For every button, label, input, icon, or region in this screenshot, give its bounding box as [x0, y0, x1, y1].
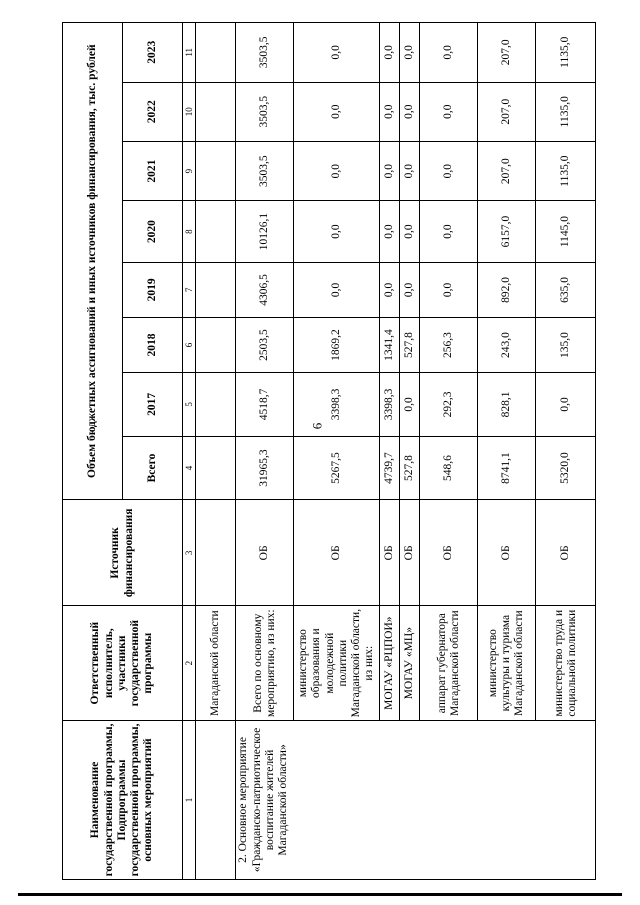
page-number: 6 [309, 422, 325, 430]
row-value-2023 [196, 23, 236, 83]
row-value-2017: 3398,3 [294, 373, 380, 437]
row-value-2022: 1135,0 [536, 82, 596, 141]
table-row [236, 23, 294, 880]
column-numbers-row [183, 23, 196, 880]
row-source: ОБ [536, 500, 596, 606]
row-value-2023: 207,0 [478, 23, 536, 83]
row-value-2017: 292,3 [420, 373, 478, 437]
row-source [196, 500, 236, 606]
row-value-2022: 3503,5 [236, 82, 294, 141]
row-responsible: Всего по основному мероприятию, из них: [236, 606, 294, 721]
row-responsible: министерство культуры и туризма Магаданской области [478, 606, 536, 721]
row-value-2023: 0,0 [400, 23, 420, 83]
row-value-2023: 0,0 [294, 23, 380, 83]
row-value-2019: 892,0 [478, 262, 536, 317]
row-name [196, 720, 236, 879]
header-row-top [63, 23, 123, 880]
header-year-2020: 2020 [123, 201, 183, 263]
row-total: 548,6 [420, 436, 478, 500]
row-value-2023: 0,0 [380, 23, 400, 83]
row-value-2020: 0,0 [420, 201, 478, 263]
row-value-2022 [196, 82, 236, 141]
column-number: 4 [183, 436, 196, 500]
row-value-2023: 3503,5 [236, 23, 294, 83]
row-value-2021: 0,0 [400, 141, 420, 200]
rotated-table-container [62, 20, 582, 880]
row-value-2023: 1135,0 [536, 23, 596, 83]
row-total: 5320,0 [536, 436, 596, 500]
row-value-2023: 0,0 [420, 23, 478, 83]
row-value-2020: 6157,0 [478, 201, 536, 263]
header-total: Всего [123, 436, 183, 500]
header-source: Источник финансирования [63, 500, 183, 606]
row-value-2017: 3398,3 [380, 373, 400, 437]
row-value-2020: 10126,1 [236, 201, 294, 263]
row-responsible: министерство образования и молодежной политики Магаданской области, из них: [294, 606, 380, 721]
row-value-2017: 828,1 [478, 373, 536, 437]
row-source: ОБ [400, 500, 420, 606]
row-source: ОБ [294, 500, 380, 606]
row-value-2018: 243,0 [478, 317, 536, 372]
column-number: 6 [183, 317, 196, 372]
row-source: ОБ [380, 500, 400, 606]
header-year-2019: 2019 [123, 262, 183, 317]
row-value-2017 [196, 373, 236, 437]
row-responsible: аппарат губернатора Магаданской области [420, 606, 478, 721]
header-year-2023: 2023 [123, 23, 183, 83]
row-value-2020: 1145,0 [536, 201, 596, 263]
row-value-2020: 0,0 [400, 201, 420, 263]
header-responsible: Ответственный исполнитель, участники государственной программы [63, 606, 183, 721]
header-year-2018: 2018 [123, 317, 183, 372]
row-value-2018: 135,0 [536, 317, 596, 372]
row-source: ОБ [420, 500, 478, 606]
row-responsible: Магаданской области [196, 606, 236, 721]
row-total [196, 436, 236, 500]
row-value-2019: 0,0 [380, 262, 400, 317]
row-value-2022: 207,0 [478, 82, 536, 141]
row-source: ОБ [236, 500, 294, 606]
row-total: 4739,7 [380, 436, 400, 500]
row-value-2022: 0,0 [400, 82, 420, 141]
row-value-2020: 0,0 [294, 201, 380, 263]
row-value-2021: 0,0 [294, 141, 380, 200]
row-responsible: МОГАУ «МЦ» [400, 606, 420, 721]
row-value-2021: 1135,0 [536, 141, 596, 200]
row-responsible: министерство труда и социальной политики [536, 606, 596, 721]
budget-table [62, 22, 596, 880]
row-value-2019: 4306,5 [236, 262, 294, 317]
row-value-2019 [196, 262, 236, 317]
column-number: 2 [183, 606, 196, 721]
column-number: 10 [183, 82, 196, 141]
row-value-2017: 4518,7 [236, 373, 294, 437]
header-volume: Объем бюджетных ассигнований и иных источников финансирования, тыс. рублей [63, 23, 123, 500]
row-value-2021: 0,0 [380, 141, 400, 200]
row-value-2021: 3503,5 [236, 141, 294, 200]
row-value-2017: 0,0 [400, 373, 420, 437]
row-value-2019: 0,0 [420, 262, 478, 317]
row-value-2021 [196, 141, 236, 200]
row-value-2021: 0,0 [420, 141, 478, 200]
row-value-2022: 0,0 [420, 82, 478, 141]
row-value-2020 [196, 201, 236, 263]
row-value-2018: 527,8 [400, 317, 420, 372]
row-name: 2. Основное мероприятие «Гражданско-патриотическое воспитание жителей Магаданской области» [236, 720, 596, 879]
row-value-2017: 0,0 [536, 373, 596, 437]
row-value-2020: 0,0 [380, 201, 400, 263]
row-value-2021: 207,0 [478, 141, 536, 200]
column-number: 7 [183, 262, 196, 317]
header-year-2021: 2021 [123, 141, 183, 200]
row-responsible: МОГАУ «РЦПОИ» [380, 606, 400, 721]
table-row [196, 23, 236, 880]
row-value-2019: 635,0 [536, 262, 596, 317]
column-number: 3 [183, 500, 196, 606]
column-number: 8 [183, 201, 196, 263]
row-source: ОБ [478, 500, 536, 606]
column-number: 5 [183, 373, 196, 437]
row-total: 5267,5 [294, 436, 380, 500]
row-total: 8741,1 [478, 436, 536, 500]
row-value-2018: 1341,4 [380, 317, 400, 372]
header-year-2017: 2017 [123, 373, 183, 437]
scan-bottom-rule [18, 893, 622, 896]
row-value-2022: 0,0 [380, 82, 400, 141]
header-name: Наименование государственной программы, Подпрограммы государственной программы, основных мероприятий [63, 720, 183, 879]
row-value-2019: 0,0 [294, 262, 380, 317]
row-total: 31965,3 [236, 436, 294, 500]
row-total: 527,8 [400, 436, 420, 500]
row-value-2022: 0,0 [294, 82, 380, 141]
row-value-2018: 1869,2 [294, 317, 380, 372]
column-number: 9 [183, 141, 196, 200]
row-value-2018: 2503,5 [236, 317, 294, 372]
header-year-2022: 2022 [123, 82, 183, 141]
column-number: 11 [183, 23, 196, 83]
row-value-2018: 256,3 [420, 317, 478, 372]
column-number: 1 [183, 720, 196, 879]
row-value-2018 [196, 317, 236, 372]
row-value-2019: 0,0 [400, 262, 420, 317]
